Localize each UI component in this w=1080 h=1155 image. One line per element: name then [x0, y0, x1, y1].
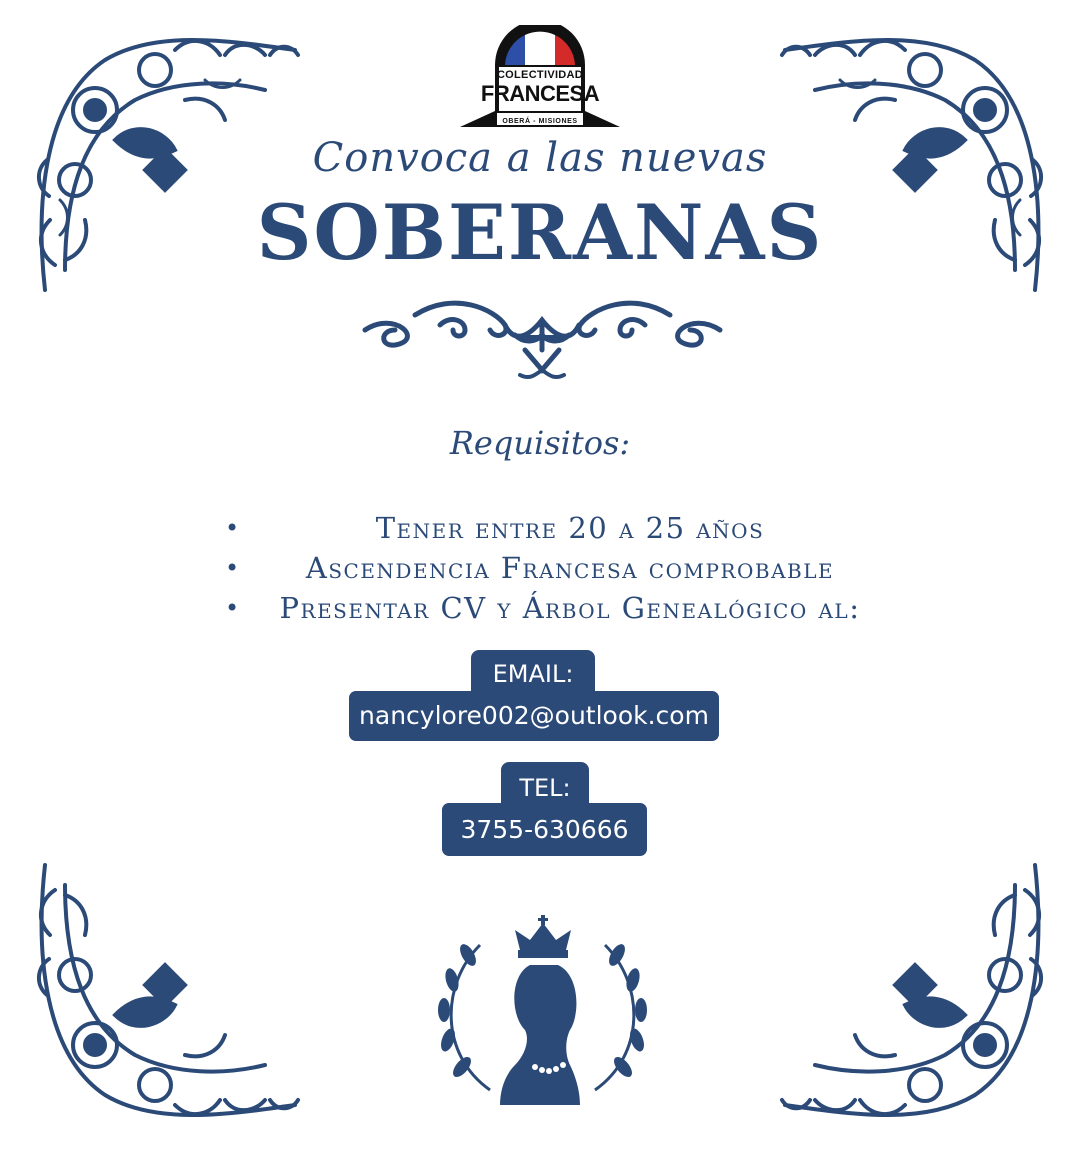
- list-item: [225, 588, 885, 628]
- bullet-icon: •: [225, 594, 241, 622]
- requirement-text: Tener entre 20 a 25 años: [375, 511, 765, 545]
- email-label: EMAIL:: [471, 650, 595, 700]
- requirements-title: Requisitos:: [449, 424, 631, 462]
- email-value[interactable]: nancylore002@outlook.com: [349, 691, 719, 741]
- bullet-icon: •: [225, 514, 241, 542]
- queen-silhouette-laurel-icon: [430, 915, 655, 1110]
- floral-corner-ornament-bottom-right: [765, 845, 1055, 1135]
- list-item: [225, 508, 885, 548]
- bullet-icon: •: [225, 554, 241, 582]
- requirements-list: [225, 508, 885, 628]
- tel-label: TEL:: [501, 762, 589, 812]
- tel-value[interactable]: 3755-630666: [442, 803, 647, 856]
- scroll-flourish-divider: [355, 290, 730, 390]
- list-item: [225, 548, 885, 588]
- floral-corner-ornament-bottom-left: [25, 845, 315, 1135]
- requirement-text: Ascendencia Francesa comprobable: [305, 551, 835, 585]
- colectividad-francesa-logo: [455, 25, 625, 135]
- requirement-text: Presentar CV y Árbol Genealógico al:: [279, 591, 861, 625]
- page-title: SOBERANAS: [256, 188, 824, 277]
- tagline: Convoca a las nuevas: [312, 135, 768, 181]
- logo-line-3: OBERÁ - MISIONES: [502, 118, 578, 125]
- logo-line-2: FRANCESA: [480, 81, 600, 106]
- logo-line-1: COLECTIVIDAD: [496, 69, 584, 81]
